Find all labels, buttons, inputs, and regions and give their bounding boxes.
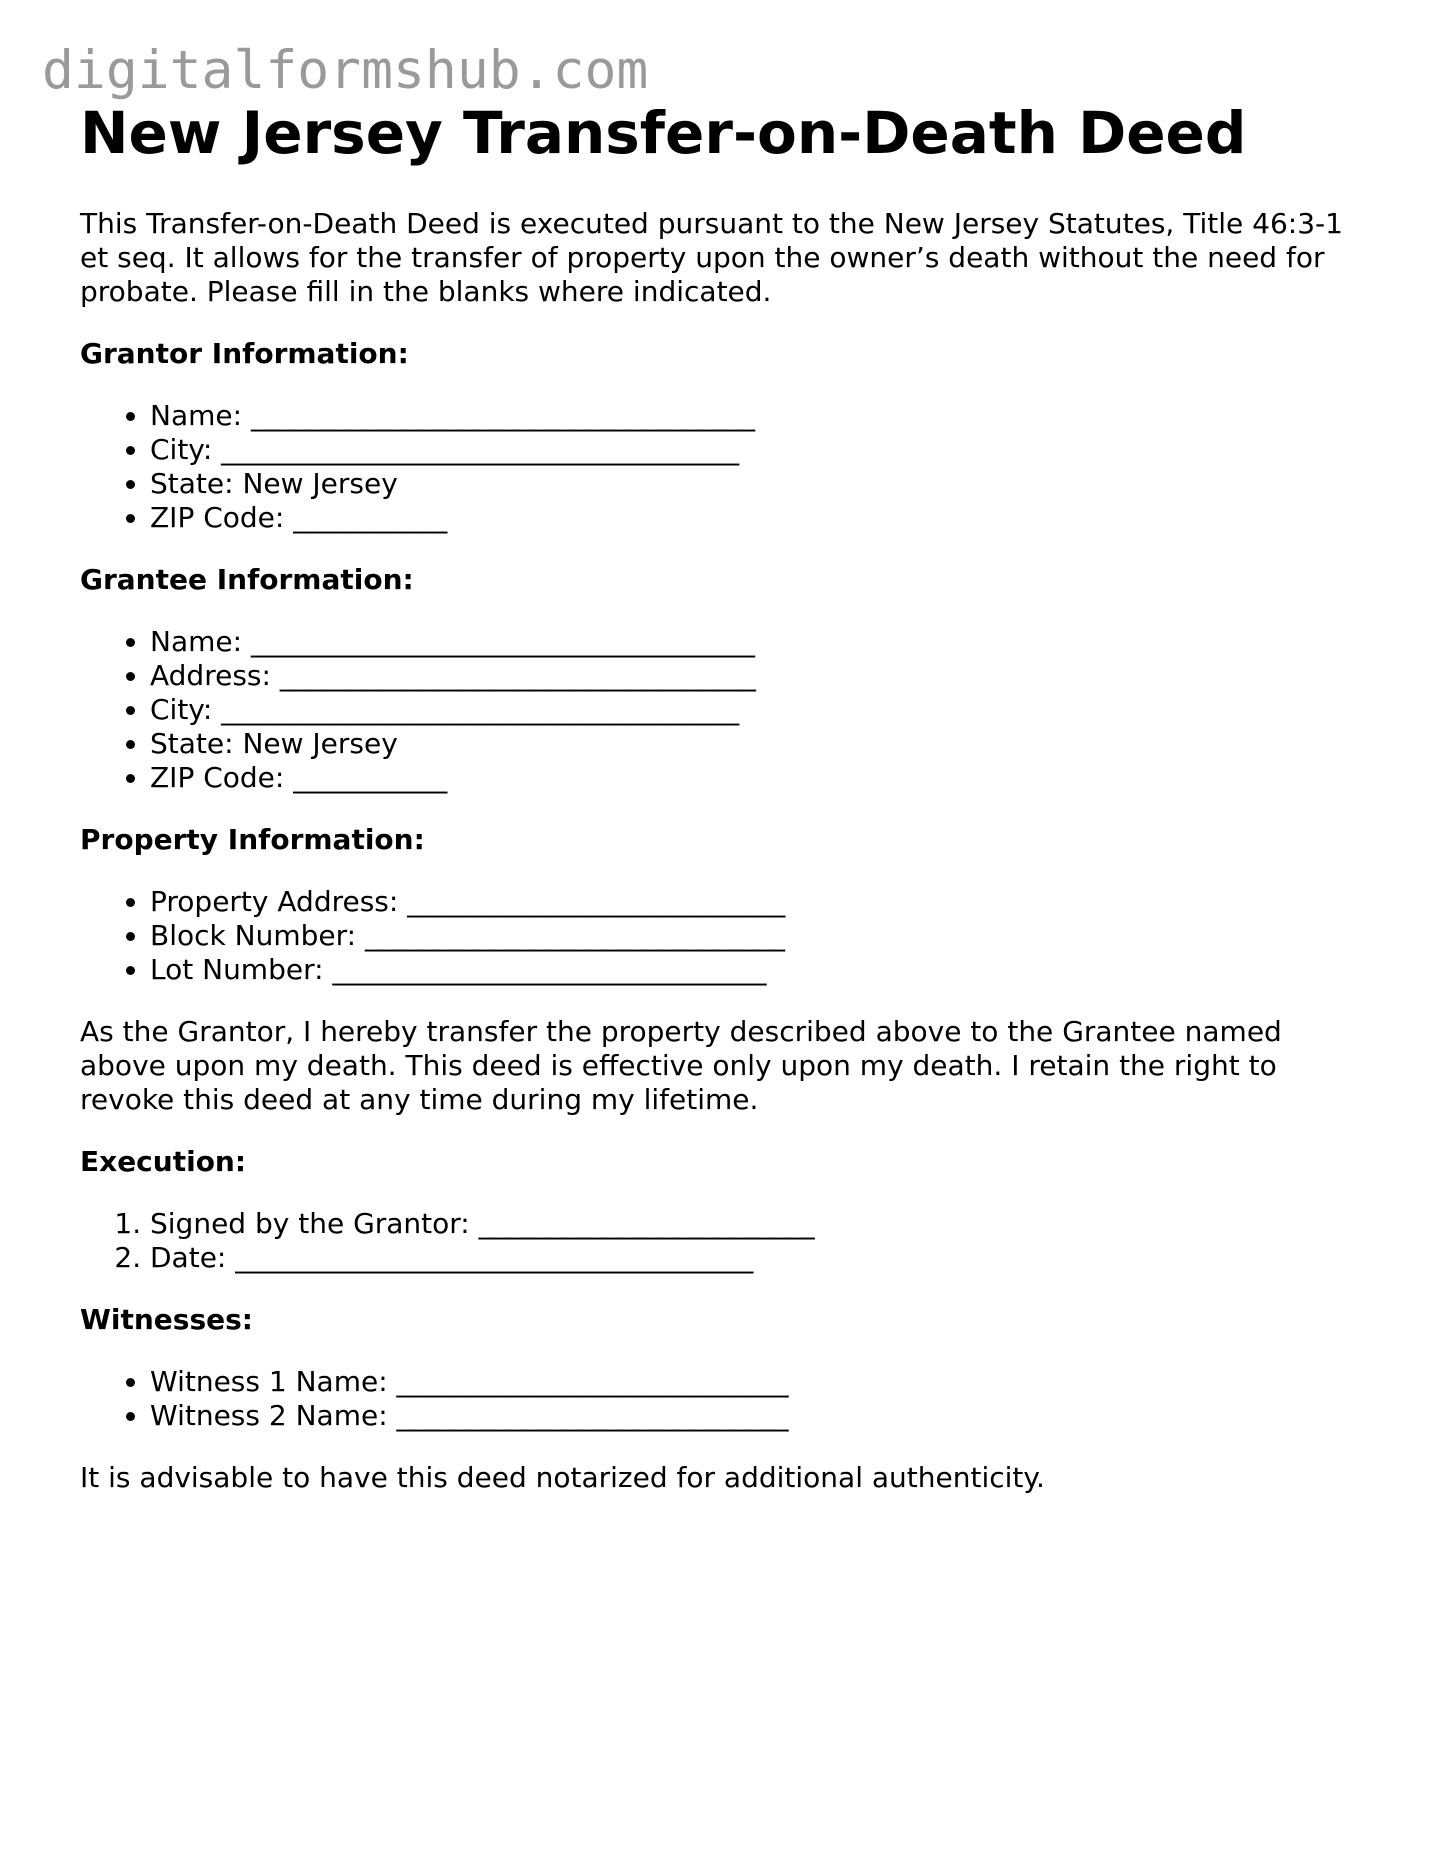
- grantee-city-field: • City: _____________________________________: [150, 693, 1370, 727]
- grantee-zip-field: • ZIP Code: ___________: [150, 761, 1370, 795]
- property-heading: Property Information:: [80, 823, 425, 856]
- witnesses-heading: Witnesses:: [80, 1303, 253, 1336]
- grantor-zip-field: • ZIP Code: ___________: [150, 501, 1370, 535]
- document-title: New Jersey Transfer-on-Death Deed: [80, 99, 1247, 167]
- document-body: [80, 207, 1370, 1523]
- execution-list: [80, 1207, 1370, 1275]
- lot-number-field: • Lot Number: _______________________________: [150, 953, 1370, 987]
- grantee-heading: Grantee Information:: [80, 563, 414, 596]
- property-list: [80, 885, 1370, 987]
- date-field: 2. Date: _____________________________________: [150, 1241, 1370, 1275]
- grantor-heading: Grantor Information:: [80, 337, 409, 370]
- witness-2-name-field: • Witness 2 Name: ____________________________: [150, 1399, 1370, 1433]
- execution-heading: Execution:: [80, 1145, 247, 1178]
- grantee-address-field: • Address: __________________________________: [150, 659, 1370, 693]
- witness-1-name-field: • Witness 1 Name: ____________________________: [150, 1365, 1370, 1399]
- grantor-signature-field: 1. Signed by the Grantor: ________________________: [150, 1207, 1370, 1241]
- grantor-list: [80, 399, 1370, 535]
- grantee-name-field: • Name: ____________________________________: [150, 625, 1370, 659]
- closing-paragraph: It is advisable to have this deed notarized for additional authenticity.: [80, 1461, 1045, 1494]
- watermark: digitalformshub.com: [42, 40, 649, 101]
- block-number-field: • Block Number: ______________________________: [150, 919, 1370, 953]
- grantor-state-field: • State: New Jersey: [150, 467, 1370, 501]
- grantor-name-field: • Name: ____________________________________: [150, 399, 1370, 433]
- intro-paragraph: This Transfer-on-Death Deed is executed pursuant to the New Jersey Statutes, Title 46:3-1 et seq. It allows for the transfer of property upon the owner’s death without the need for probate. Please fill in the blanks where indicated.: [80, 207, 1343, 308]
- property-address-field: • Property Address: ___________________________: [150, 885, 1370, 919]
- grantee-state-field: • State: New Jersey: [150, 727, 1370, 761]
- witnesses-list: [80, 1365, 1370, 1433]
- grantor-city-field: • City: _____________________________________: [150, 433, 1370, 467]
- grantee-list: [80, 625, 1370, 795]
- transfer-statement: As the Grantor, I hereby transfer the property described above to the Grantee named above upon my death. This deed is effective only upon my death. I retain the right to revoke this deed at any time during my lifetime.: [80, 1015, 1282, 1116]
